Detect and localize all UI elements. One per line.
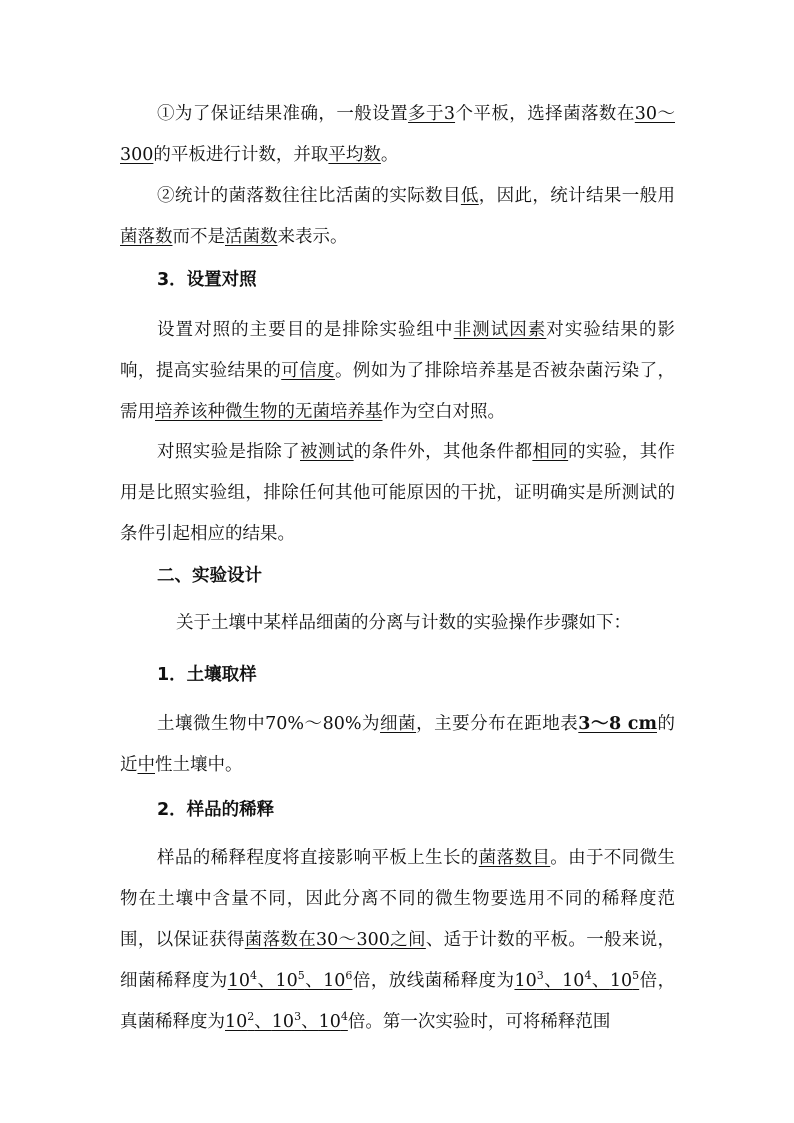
underlined-answer: 培养该种微生物的无菌培养基 xyxy=(155,402,383,422)
underlined-answer: 活菌数 xyxy=(225,227,278,247)
paragraph-soil-microbes xyxy=(120,704,675,786)
text: 倍。第一次实验时，可将稀释范围 xyxy=(347,1012,611,1032)
text: 。例如为了排除培养基是否被杂菌污染了，需用 xyxy=(120,361,675,422)
exponent: 6 xyxy=(345,969,353,982)
base: 10 xyxy=(323,971,346,991)
underlined-answer: 可信度 xyxy=(281,361,335,381)
underlined-answer: 菌落数在30～300之间 xyxy=(244,930,426,950)
separator: 、 xyxy=(301,1012,319,1032)
text: 的实验，其作用是比照实验组，排除任何其他可能原因的干扰，证明确实是所测试的条件引起相应的结果。 xyxy=(120,442,675,544)
exponent: 2 xyxy=(247,1010,255,1023)
text: 对照实验是指除了 xyxy=(157,442,300,462)
base: 10 xyxy=(275,971,298,991)
underlined-answer: 细菌 xyxy=(380,714,417,734)
text: ，因此，统计结果一般用 xyxy=(478,186,675,206)
fungi-dilution xyxy=(225,1012,348,1032)
exponent: 5 xyxy=(297,969,305,982)
text: ，主要分布在距地表 xyxy=(416,714,579,734)
underlined-answer: 低 xyxy=(460,186,479,206)
text: 而不是 xyxy=(172,227,225,247)
paragraph-control-experiment xyxy=(120,432,675,555)
text: 设置对照的主要目的是排除实验组中 xyxy=(157,320,454,340)
base: 10 xyxy=(227,971,251,991)
text: 倍，放线菌稀释度为 xyxy=(352,971,515,991)
bacteria-dilution xyxy=(228,971,353,991)
separator: 、 xyxy=(591,971,610,991)
text: 的近 xyxy=(120,714,676,775)
underlined-answer: 非测试因素 xyxy=(453,320,547,340)
text: 个平板，选择菌落数在 xyxy=(455,104,635,124)
underlined-answer: 中 xyxy=(137,755,155,775)
text: 的平板进行计数，并取 xyxy=(153,145,329,165)
heading-experiment-design: 二、实验设计 xyxy=(157,566,262,586)
underlined-answer: 相同 xyxy=(532,442,569,462)
separator: 、 xyxy=(543,971,563,991)
heading-soil-sampling: 1．土壤取样 xyxy=(157,665,257,685)
text: 样品的稀释程度将直接影响平板上生长的 xyxy=(157,848,479,868)
base: 10 xyxy=(271,1012,295,1032)
base: 10 xyxy=(318,1012,341,1032)
base: 10 xyxy=(514,971,537,991)
underlined-answer: 多于3 xyxy=(408,104,456,124)
separator: 、 xyxy=(254,1012,272,1032)
heading-sample-dilution: 2．样品的稀释 xyxy=(157,800,275,820)
underlined-answer: 3～8 cm xyxy=(578,714,657,734)
text: 的条件外，其他条件都 xyxy=(353,442,533,462)
text: 作为空白对照。 xyxy=(382,402,505,422)
text: 来表示。 xyxy=(277,227,348,247)
text: 倍，真菌稀释度为 xyxy=(120,971,676,1032)
paragraph-plate-count xyxy=(120,94,675,176)
text: 。 xyxy=(380,145,399,165)
underlined-answer: 被测试 xyxy=(300,442,354,462)
base: 10 xyxy=(609,971,633,991)
exponent: 4 xyxy=(250,969,258,982)
exponent: 4 xyxy=(584,969,592,982)
exponent: 3 xyxy=(536,969,544,982)
text: 、适于计数的平板。一般来说，细菌稀释度为 xyxy=(120,930,676,991)
paragraph-control-purpose xyxy=(120,310,675,433)
exponent: 5 xyxy=(632,969,640,982)
paragraph-steps-intro: 关于土壤中某样品细菌的分离与计数的实验操作步骤如下： xyxy=(176,613,631,633)
paragraph-dilution xyxy=(120,838,675,1043)
underlined-answer: 30～300 xyxy=(120,104,675,165)
base: 10 xyxy=(225,1012,248,1032)
underlined-answer: 平均数 xyxy=(328,145,381,165)
exponent: 3 xyxy=(294,1010,302,1023)
base: 10 xyxy=(562,971,585,991)
text: 对实验结果的影响，提高实验结果的 xyxy=(120,320,676,381)
underlined-answer: 菌落数目 xyxy=(478,848,551,868)
heading-set-control: 3．设置对照 xyxy=(157,270,257,290)
text: ①为了保证结果准确，一般设置 xyxy=(157,104,409,124)
text: 。由于不同微生物在土壤中含量不同，因此分离不同的微生物要选用不同的稀释度范围，以保证获得 xyxy=(120,848,675,950)
exponent: 4 xyxy=(340,1010,348,1023)
text: ②统计的菌落数往往比活菌的实际数目 xyxy=(157,186,461,206)
separator: 、 xyxy=(304,971,324,991)
actinomycete-dilution xyxy=(514,971,639,991)
text: 土壤微生物中70%～80%为 xyxy=(157,714,381,734)
underlined-answer: 菌落数 xyxy=(120,227,173,247)
paragraph-count-statistics xyxy=(120,176,675,258)
separator: 、 xyxy=(257,971,276,991)
text: 性土壤中。 xyxy=(155,755,243,775)
